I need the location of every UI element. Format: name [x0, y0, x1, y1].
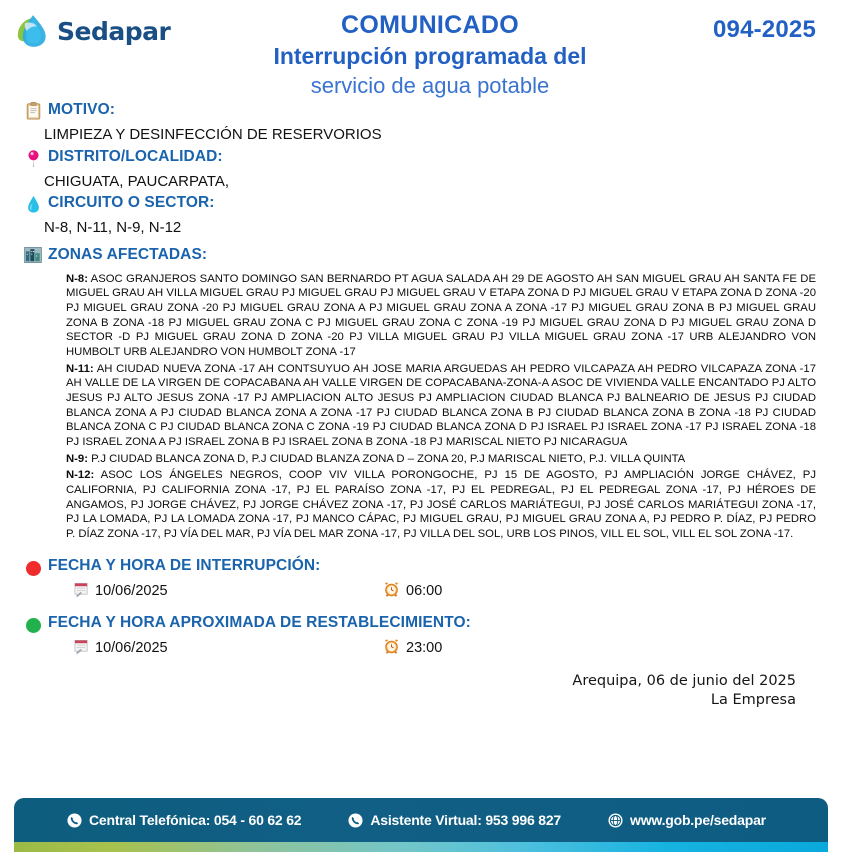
page-footer — [0, 798, 842, 858]
field-zonas — [18, 245, 820, 266]
interrupcion-time-cell — [384, 582, 442, 601]
zona-code: N-8: — [66, 272, 88, 285]
field-restablecimiento — [18, 613, 820, 636]
label-restablecimiento: FECHA Y HORA APROXIMADA DE RESTABLECIMIENTO: — [48, 613, 471, 631]
page-subtitle-line2: servicio de agua potable — [310, 73, 550, 98]
restablecimiento-time: 23:00 — [406, 640, 443, 657]
city-map-icon — [18, 245, 48, 266]
field-circuito — [18, 193, 820, 216]
zona-text: AH CIUDAD NUEVA ZONA -17 AH CONTSUYUO AH JOSE MARIA ARGUEDAS AH PEDRO VILCAPAZA AH PEDRO VILCAPAZA ZONA -17 AH VALLE DE LA VIRGEN DE COPACABANA AH VALLE VIRGEN DE COPACABANA-ZONA-A ASOC DE VIVIENDA VALLE ENCANTADO PJ ALTO JESUS PJ ALTO JESUS ZONA -17 PJ AMPLIACION ALTO JESUS PJ AMPLIACION CIUDAD BLANCA PJ BALNEARIO DE JESUS PJ CIUDAD BLANCA ZONA A PJ CIUDAD BLANCA ZONA A ZONA -17 PJ CIUDAD BLANCA ZONA B PJ CIUDAD BLANCA ZONA B ZONA -18 PJ CIUDAD BLANCA ZONA C PJ CIUDAD BLANCA ZONA C ZONA -19 PJ CIUDAD BLANCA ZONA D PJ ISRAEL PJ ISRAEL ZONA -17 PJ ISRAEL ZONA -18 PJ ISRAEL ZONA A PJ ISRAEL ZONA B PJ ISRAEL ZONA B ZONA -18 PJ MARISCAL NIETO PJ NICARAGUA — [66, 362, 816, 448]
signature-place-date: Arequipa, 06 de junio del 2025 — [572, 672, 796, 689]
zona-block — [66, 452, 816, 467]
restablecimiento-time-cell — [384, 639, 442, 658]
zona-code: N-9: — [66, 452, 88, 465]
water-drop-logo-icon — [14, 12, 52, 50]
zona-block — [66, 468, 816, 541]
restablecimiento-date-cell — [74, 639, 384, 658]
document-number: 094-2025 — [712, 16, 816, 43]
value-motivo: LIMPIEZA Y DESINFECCIÓN DE RESERVORIOS — [44, 126, 382, 143]
alarm-clock-icon — [384, 639, 399, 658]
interrupcion-date: 10/06/2025 — [95, 583, 168, 600]
label-zonas: ZONAS AFECTADAS: — [48, 245, 208, 263]
page-title: COMUNICADO — [341, 11, 519, 39]
footer-contact-bar — [14, 798, 828, 842]
footer-left-edge — [0, 798, 14, 858]
sedapar-logo — [14, 12, 170, 50]
footer-website-text: www.gob.pe/sedapar — [630, 812, 766, 828]
label-circuito: CIRCUITO O SECTOR: — [48, 194, 215, 211]
signature-block — [18, 658, 820, 711]
zonas-list — [18, 272, 820, 542]
field-motivo — [18, 100, 820, 123]
main-content — [0, 100, 842, 711]
water-droplet-icon — [18, 193, 48, 216]
map-pin-icon — [18, 147, 48, 170]
zona-block — [66, 272, 816, 360]
brand-name: Sedapar — [57, 16, 171, 46]
label-motivo: MOTIVO: — [48, 101, 115, 118]
interrupcion-date-cell — [74, 582, 384, 601]
restablecimiento-datetime-row — [18, 639, 820, 658]
red-status-dot-icon — [18, 556, 48, 579]
footer-right-edge — [828, 798, 842, 858]
zona-code: N-11: — [66, 362, 94, 375]
clipboard-icon — [18, 100, 48, 123]
globe-icon — [607, 812, 623, 828]
footer-phone — [66, 812, 301, 828]
interrupcion-time: 06:00 — [406, 583, 443, 600]
calendar-icon — [74, 639, 89, 658]
signature-signer: La Empresa — [710, 692, 796, 709]
header-title-block — [180, 10, 680, 100]
zona-code: N-12: — [66, 469, 95, 482]
label-interrupcion: FECHA Y HORA DE INTERRUPCIÓN: — [48, 556, 321, 574]
page-subtitle-line1: Interrupción programada del — [273, 43, 587, 70]
zona-text: P.J CIUDAD BLANCA ZONA D, P.J CIUDAD BLANZA ZONA D – ZONA 20, P.J MARISCAL NIETO, P.J. VILLA QUINTA — [87, 452, 686, 465]
restablecimiento-date: 10/06/2025 — [95, 640, 168, 657]
interrupcion-datetime-row — [18, 582, 820, 601]
zona-block — [66, 362, 816, 450]
zona-text: ASOC GRANJEROS SANTO DOMINGO SAN BERNARDO PT AGUA SALADA AH 29 DE AGOSTO AH SAN MIGUEL GRAU AH SANTA FE DE MIGUEL GRAU AH VILLA MIGUEL GRAU PJ MIGUEL GRAU PJ MIGUEL GRAU V ETAPA ZONA D PJ MIGUEL GRAU V ETAPA ZONA D ZONA -20 PJ MIGUEL GRAU ZONA -20 PJ MIGUEL GRAU ZONA A PJ MIGUEL GRAU ZONA A ZONA -17 PJ MIGUEL GRAU ZONA B PJ MIGUEL GRAU ZONA B ZONA -18 PJ MIGUEL GRAU ZONA C PJ MIGUEL GRAU ZONA C ZONA -19 PJ MIGUEL GRAU ZONA D PJ MIGUEL GRAU ZONA D SECTOR -D PJ MIGUEL GRAU ZONA D ZONA -20 PJ VILLA MIGUEL GRAU PJ VILLA MIGUEL GRAU ZONA -17 URB ALEJANDRO VON HUMBOLT URB ALEJANDRO VON HUMBOLT ZONA -17 — [66, 272, 816, 358]
footer-virtual-assistant — [347, 812, 561, 828]
green-status-dot-icon — [18, 613, 48, 636]
zona-text: ASOC LOS ÁNGELES NEGROS, COOP VIV VILLA PORONGOCHE, PJ 15 DE AGOSTO, PJ AMPLIACIÓN JORGE CHÁVEZ, PJ CALIFORNIA, PJ CALIFORNIA ZONA -17, PJ EL PARAÍSO ZONA -17, PJ EL PEDREGAL, PJ EL PEDREGAL ZONA -17, PJ HÉROES DE ANGAMOS, PJ JORGE CHÁVEZ, PJ JORGE CHÁVEZ ZONA -17, PJ JOSÉ CARLOS MARIÁTEGUI, PJ JOSÉ CARLOS MARIÁTEGUI ZONA -17, PJ LA LOMADA, PJ LA LOMADA ZONA -17, PJ MANCO CÁPAC, PJ MIGUEL GRAU, PJ MIGUEL GRAU ZONA A, PJ PEDRO P. DÍAZ, PJ PEDRO P. DÍAZ ZONA -17, PJ VÍA DEL MAR, PJ VÍA DEL MAR ZONA -17, PJ VILLA DEL SOL, URB LOS PINOS, VILL EL SOL, VILL EL SOL ZONA -17. — [66, 469, 816, 540]
page-header — [0, 0, 842, 100]
footer-gradient-strip — [14, 842, 828, 852]
footer-website[interactable] — [607, 812, 766, 828]
value-circuito: N-8, N-11, N-9, N-12 — [44, 219, 182, 236]
value-distrito: CHIGUATA, PAUCARPATA, — [44, 172, 230, 190]
label-distrito: DISTRITO/LOCALIDAD: — [48, 147, 223, 165]
schedule-interrupcion — [18, 556, 820, 601]
calendar-icon — [74, 582, 89, 601]
phone-icon — [66, 812, 82, 828]
footer-phone-text: Central Telefónica: 054 - 60 62 62 — [89, 812, 302, 828]
whatsapp-phone-icon — [347, 812, 363, 828]
field-distrito — [18, 147, 820, 170]
schedule-restablecimiento — [18, 613, 820, 658]
footer-virtual-text: Asistente Virtual: 953 996 827 — [370, 812, 562, 828]
alarm-clock-icon — [384, 582, 399, 601]
field-interrupcion — [18, 556, 820, 579]
